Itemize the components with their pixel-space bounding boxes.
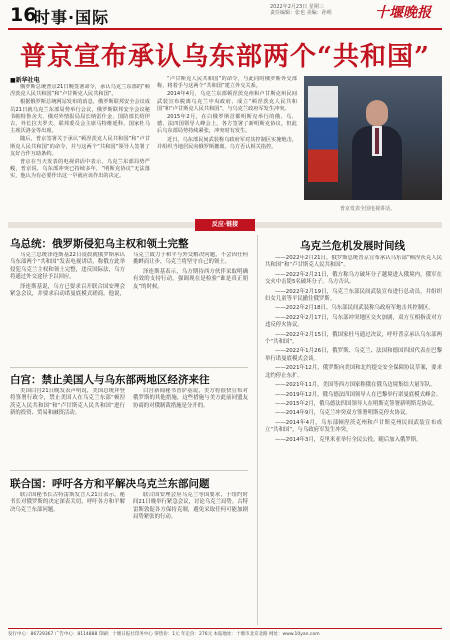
- timeline-body: [265, 255, 442, 623]
- timeline-title: 乌克兰危机发展时间线: [300, 240, 405, 252]
- paragraph: 泽连斯基说，乌方已要求召开联合国安理会紧急会议，并要求启动诺曼底模式磋商。他说，乌克兰致力于和平与外交解决问题，不会因任何挑衅而让步，乌克兰将坚守自己的领土。: [10, 252, 248, 298]
- paragraph: 2015年2月，在白俄罗斯首都明斯克举行的俄、乌、德、法四国领导人峰会上，各方签署了新明斯克协议。但此后乌东部局势持续紧张，冲突时有发生。: [157, 114, 297, 135]
- paragraph: 泽连斯基表示，乌方期待西方伙伴采取明确有效的支持行动，强调现在是检验“谁是真正朋友”的时候。: [133, 268, 248, 290]
- main-body-col-1: [10, 84, 150, 216]
- paragraph: 俄罗斯总统普京21日晚签署命令，承认乌克兰东部的“顿涅茨克人民共和国”和“卢甘斯克人民共和国”。: [10, 84, 150, 98]
- paragraph: 随后，普京签署关于承认“顿涅茨克人民共和国”和“卢甘斯克人民共和国”的命令，并与这两个“共和国”领导人签署了友好合作互助条约。: [10, 136, 150, 157]
- article-1-body: [10, 252, 248, 362]
- editor-line: 责任编辑：张也 美编：孙明: [270, 10, 332, 16]
- divider: [10, 470, 248, 471]
- timeline-entry: ——2014年3月，克里米亚举行全民公投，随后加入俄罗斯。: [275, 436, 422, 443]
- article-1-title: 乌总统：俄罗斯侵犯乌主权和领土完整: [10, 238, 189, 250]
- paragraph: 美国白宫21日晚发表声明说，美国总统拜登将签署行政令，禁止美国人在乌克兰东部“顿涅茨克人民共和国”和“卢甘斯克人民共和国”进行新的投资、贸易和融资活动。: [10, 388, 125, 417]
- timeline-entry: ——2022年2月19日，乌克兰东部民间武装宣布进行总动员，并组织妇女儿童等平民撤往俄罗斯。: [265, 288, 442, 303]
- section-title: 时事·国际: [34, 8, 110, 27]
- timeline-entry: ——2022年1月26日，俄罗斯、乌克兰、法国和德国四国代表在巴黎举行诺曼底模式会谈。: [265, 348, 442, 362]
- newspaper-logo: 十堰晚报: [375, 5, 431, 21]
- article-2-body: [10, 388, 248, 466]
- paragraph: 近日，乌东部民间武装称乌政府军对其控制区实施炮击，并组织当地居民向俄罗斯撤离。乌方否认相关指控。: [157, 136, 297, 150]
- timeline-entry: ——2021年11月，美国等西方国家称俄在俄乌边境集结大量军队。: [275, 382, 436, 389]
- timeline-entry: ——2019年12月，俄乌德法四国领导人在巴黎举行诺曼底模式峰会。: [275, 391, 442, 398]
- timeline-entry: ——2014年4月，乌东部顿涅茨克州和卢甘斯克州民间武装宣布成立“共和国”，与乌政府军发生冲突。: [265, 419, 442, 434]
- article-2-title: 白宫：禁止美国人与乌东部两地区经济来往: [10, 374, 210, 386]
- main-headline: 普京宣布承认乌东部两个“共和国”: [20, 42, 430, 72]
- dateline-kicker: ■新华社电: [10, 77, 40, 84]
- paragraph: 联合国安理会应乌克兰等国要求，于纽约时间21日晚举行紧急会议，讨论乌克兰局势。古特雷斯敦促各方保持克制，避免采取任何可能加剧局势紧张的行动。: [133, 492, 248, 521]
- date-line: 2022年2月23日 星期三: [270, 4, 324, 10]
- article-3-title: 联合国：呼吁各方和平解决乌克兰东部问题: [10, 478, 210, 490]
- paragraph: 乌克兰总统泽连斯基22日凌晨就俄罗斯承认乌东部两个“共和国”发表电视讲话，称俄方此举侵犯乌克兰主权和领土完整，违反国际法，乌方将通过外交途径予以回应。: [10, 252, 125, 281]
- timeline-entry: ——2021年12月，俄罗斯向美国和北约提交安全保障协议草案，要求北约停止东扩。: [265, 365, 442, 379]
- section-band-label: 反应·链接: [195, 219, 255, 231]
- paragraph: 根据俄罗斯总统网站发布的消息，俄罗斯联邦安全会议成员21日就乌克兰东部局势举行会议，俄罗斯联邦安全会议秘书帕特鲁舍夫、俄对外情报局局长纳雷什金、国防部长绍伊古、外长拉夫罗夫、联邦委员会主席马特维延科、国家杜马主席沃洛金等出席。: [10, 99, 150, 135]
- speaker-figure: [352, 100, 402, 200]
- paragraph: “卢甘斯克人民共和国”的命令，与此同时俄罗斯外交部称，将着手与这两个“共和国”建立外交关系。: [157, 76, 297, 90]
- timeline-entry: ——2022年2月17日，乌东部冲突地区交火加剧，双方互相指责对方违反停火协议。: [265, 314, 442, 329]
- timeline-entry: ——2014年9月，乌克兰冲突双方签署明斯克停火协议。: [275, 410, 411, 417]
- timeline-entry: ——2022年2月21日，俄方称乌方破坏分子越境进入俄境内，俄军在交火中击毙5名破坏分子。乌方否认。: [265, 271, 442, 286]
- page-footer: 发行中心：86729367 广告中心：8114888 印刷：十堰日报社印务中心 零售价：1元 年定价：276元 本报地址：十堰市北京北路 网址：www.10yan.com: [8, 628, 442, 637]
- timeline-entry: ——2022年2月18日，乌东部民间武装称乌政府军炮击其控制区。: [275, 305, 434, 312]
- paragraph: 联合国秘书长古特雷斯发言人21日表示，秘书长对俄罗斯的决定深表关切，呼吁各方和平解决乌克兰东部问题。: [10, 492, 125, 513]
- timeline-entry: ——2015年2月，俄乌德法四国领导人在明斯克签署新明斯克协议。: [275, 400, 438, 407]
- timeline-entry: ——2022年2月21日，俄罗斯总统普京宣布承认乌东部“顿涅茨克人民共和国”和“卢甘斯克人民共和国”。: [265, 255, 442, 269]
- divider: [10, 367, 248, 368]
- paragraph: 白宫新闻秘书普萨基说，美方将很快宣布对俄罗斯的其他措施，这些措施与美方此前同盟友协商的对俄制裁措施是分开的。: [133, 388, 248, 409]
- header-rule: [8, 28, 442, 30]
- photo-caption: 普京发表全国电视讲话。: [340, 206, 396, 212]
- article-3-body: [10, 492, 248, 622]
- paragraph: 2014年4月，乌克兰东部顿涅茨克州和卢甘斯克州民间武装宣布脱离乌克兰中央政府，成立“顿涅茨克人民共和国”和“卢甘斯克人民共和国”，与乌克兰政府军发生冲突。: [157, 91, 297, 112]
- main-body-col-2: [157, 76, 297, 216]
- column-divider: [257, 235, 258, 625]
- news-photo: [304, 76, 442, 200]
- page-number: 16: [10, 4, 37, 26]
- russian-flag-icon: [308, 86, 338, 182]
- paragraph: 普京在当天发表的电视讲话中表示，乌克兰东部局势严峻，普京说，乌东部冲突已持续多年，“明斯克协议”无法落实，他认为有必要作出这一早就应该作出的决定。: [10, 159, 150, 180]
- timeline-entry: ——2022年2月15日，俄国家杜马通过决议，呼吁普京承认乌东部两个“共和国”。: [265, 331, 442, 346]
- date-block: [270, 4, 370, 16]
